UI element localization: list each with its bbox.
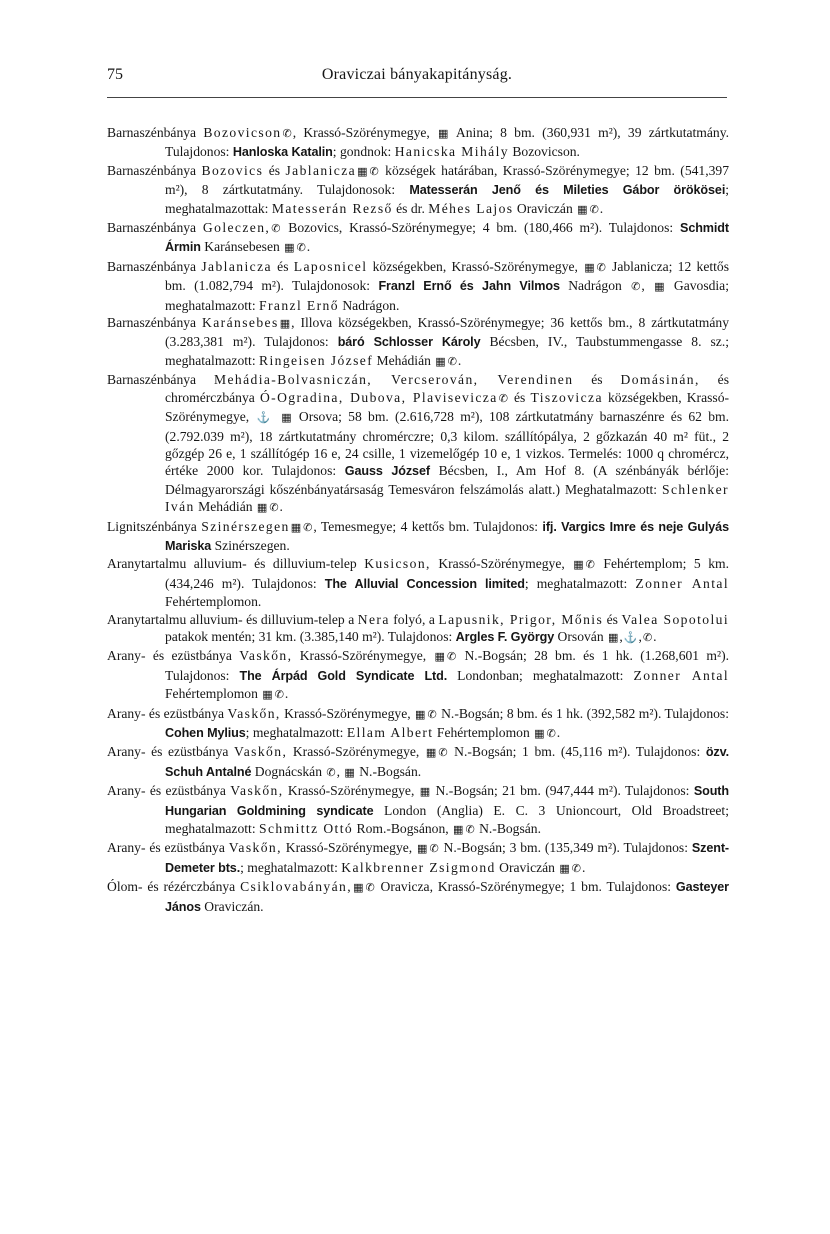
entry-text: Oraviczán — [495, 859, 559, 875]
entry-text: Arany- és ezüstbánya — [107, 648, 240, 664]
place-name: Ellam Albert — [346, 725, 434, 740]
entry-text: , — [336, 763, 344, 779]
directory-entry — [107, 314, 729, 371]
entry-text: Bozovics, Krassó-Szörénymegye; 4 bm. (180,466 m²). Tulajdonos: — [281, 220, 681, 236]
entry-text: Bozovicson. — [508, 144, 580, 160]
railway-station-icon: ▦ — [654, 281, 665, 294]
railway-station-icon: ▦ — [577, 203, 588, 216]
place-name: Zonner Antal — [635, 575, 729, 591]
entry-text: és dr. — [392, 200, 429, 216]
entry-text: N.-Bogsán; 28 bm. és 1 hk. (1.268,601 m²). Tulajdonos: — [165, 648, 729, 683]
owner-name: Cohen Mylius — [165, 726, 246, 740]
anchor-icon: ⚓ — [623, 631, 638, 644]
post-office-icon: ✆ — [465, 824, 475, 837]
post-office-icon: ✆ — [269, 502, 279, 515]
entry-text: Karánsebesen — [200, 239, 284, 255]
entry-text: . — [582, 859, 586, 875]
railway-station-icon: ▦ — [435, 355, 446, 368]
post-office-icon: ✆ — [642, 631, 653, 644]
place-name: Jablanicza — [285, 162, 357, 178]
railway-station-icon: ▦ — [353, 882, 364, 895]
entry-text: Krassó-Szörénymegye, — [281, 840, 417, 856]
entry-text: Szinérszegen. — [211, 537, 290, 553]
directory-entry — [107, 162, 729, 219]
entry-text: Fehértemplomon. — [165, 594, 262, 610]
owner-name: The Árpád Gold Syndicate Ltd. — [239, 668, 448, 683]
entry-text: Krassó-Szörénymegye, — [287, 744, 425, 760]
railway-station-icon: ▦ — [534, 728, 545, 740]
post-office-icon: ✆ — [365, 882, 375, 895]
place-name: Szinérszegen — [201, 518, 290, 534]
directory-entry — [107, 647, 729, 704]
entry-text: községekben, Krassó-Szörénymegye, — [367, 258, 584, 274]
railway-station-icon: ▦ — [284, 242, 295, 255]
entry-text: , Krassó-Szörénymegye, — [292, 125, 438, 140]
entry-text: Barnaszénbánya — [107, 220, 203, 236]
owner-name: Franzl Ernő és Jahn Vilmos — [378, 279, 560, 294]
place-name: Kalkbrenner Zsigmond — [341, 859, 496, 875]
entry-text: Barnaszénbánya — [107, 258, 202, 274]
place-name: Ó-Ogradina, Dubova, Plavisevicza — [259, 389, 498, 405]
owner-name: báró Schlosser Károly — [337, 335, 481, 350]
place-name: Franzl Ernő — [259, 297, 339, 313]
entry-text: , — [619, 628, 623, 644]
entry-text: , — [638, 628, 642, 644]
owner-name: Hanloska Katalin — [232, 145, 333, 160]
place-name: Méhes Lajos — [428, 200, 514, 216]
railway-station-icon: ▦ — [279, 318, 291, 331]
entry-text: Rom.-Bogsánon, — [353, 821, 453, 837]
entry-text: Ólom- és rézérczbánya — [107, 879, 241, 895]
entry-text: Anina; 8 bm. (360,931 m²), 39 zártkutatmány. Tulajdonos: — [165, 125, 730, 160]
owner-name: ifj. Vargics Imre és neje Gulyás Mariska — [165, 519, 729, 553]
entry-text: Krassó-Szörénymegye, — [280, 705, 415, 721]
entry-text: Bécsben, IV., Taubstummengasse 8. sz.; meghatalmazott: — [165, 334, 729, 368]
entry-text: községekben, Krassó-Szörénymegye, — [165, 389, 730, 425]
post-office-icon: ✆ — [585, 559, 595, 572]
railway-station-icon: ▦ — [357, 165, 368, 178]
entry-text: . — [653, 628, 657, 644]
railway-station-icon: ▦ — [290, 521, 302, 534]
entry-text: , — [641, 278, 654, 294]
directory-entry — [107, 124, 729, 162]
railway-station-icon: ▦ — [417, 843, 428, 856]
place-name: Vaskőn, — [227, 705, 281, 721]
running-title: Oraviczai bányakapitányság. — [321, 66, 513, 83]
entry-text: , Temesmegye; 4 kettős bm. Tulajdonos: — [313, 518, 543, 534]
entry-text: , Illova községekben, Krassó-Szörénymegye; 36 kettős bm., 8 zártkutatmány (3.283,381 m²). Tulajdonos: — [165, 315, 729, 350]
place-name: Nera — [357, 611, 390, 627]
place-name: Goleczen, — [202, 220, 271, 236]
post-office-icon: ✆ — [546, 728, 556, 740]
place-name: Mehádia-Bolvasniczán, Vercserován, Verendinen — [213, 372, 574, 388]
post-office-icon: ✆ — [271, 223, 281, 236]
entry-text: Londonban; meghatalmazott: — [447, 667, 634, 683]
entry-text: Mehádián — [194, 499, 256, 515]
post-office-icon: ✆ — [303, 521, 313, 534]
entry-text: Aranytartalmu alluvium- és dilluvium-telep — [107, 556, 365, 572]
entry-text: Nadrágon. — [338, 297, 400, 313]
entry-text: Krassó-Szörénymegye, — [430, 556, 573, 572]
post-office-icon: ✆ — [447, 355, 457, 368]
place-name: Domásinán, — [620, 372, 700, 388]
place-name: Zonner Antal — [633, 667, 730, 683]
entry-text: . — [284, 686, 289, 702]
entry-text: Krassó-Szörénymegye, — [283, 783, 419, 799]
railway-station-icon: ▦ — [608, 631, 619, 644]
railway-station-icon: ▦ — [438, 128, 449, 140]
post-office-icon: ✆ — [282, 128, 292, 140]
page-number: 75 — [107, 66, 123, 83]
railway-station-icon: ▦ — [573, 559, 584, 572]
anchor-icon: ⚓ — [256, 412, 273, 425]
entry-list — [107, 124, 729, 916]
place-name: Ringeisen József — [259, 352, 374, 368]
railway-station-icon: ▦ — [415, 708, 426, 721]
directory-entry — [107, 782, 729, 839]
entry-text: Barnaszénbánya — [107, 125, 204, 140]
directory-entry — [107, 555, 729, 610]
railway-station-icon: ▦ — [344, 766, 355, 779]
place-name: Tiszovicza — [530, 389, 603, 405]
railway-station-icon: ▦ — [584, 261, 595, 274]
entry-text: és — [271, 258, 294, 274]
entry-text: és — [603, 611, 622, 627]
entry-text: folyó, a — [389, 611, 439, 627]
railway-station-icon: ▦ — [419, 786, 431, 799]
entry-text: Orsova; 58 bm. (2.616,728 m²), 108 zártkutatmány barnaszénre és 62 bm. (2.792.039 m²), 18 zártkutatmány chromérczre; 0,3 kilom. szállítópálya, 2 gőzkazán 40 m² füt., 2 gőzgép 26 e, 1 szállítógép 16 e, 24 csille, 1 vizemelőgép 10 e, 1 vizkos. Termelés: 1000 q chromércz, értéke 2000 kor. Tulajdonos: — [165, 409, 729, 479]
railway-station-icon: ▦ — [425, 747, 437, 760]
entry-text: Jablanicza; 12 kettős bm. (1.082,794 m²). Tulajdonosok: — [165, 258, 729, 294]
post-office-icon: ✆ — [326, 766, 336, 779]
entry-text: községek határában, Krassó-Szörénymegye; 12 bm. (541,397 m²), 8 zártkutatmány. Tulajdonosok: — [165, 162, 729, 198]
post-office-icon: ✆ — [369, 165, 379, 178]
entry-text: ; meghatalmazott: — [240, 859, 342, 875]
place-name: Valea Sopotolui — [621, 611, 730, 627]
post-office-icon: ✆ — [427, 708, 437, 721]
entry-text: Arany- és ezüstbánya — [107, 705, 228, 721]
owner-name: Schmidt Ármin — [165, 221, 729, 255]
directory-entry — [107, 705, 729, 744]
entry-text: ; meghatalmazott: — [245, 725, 347, 740]
directory-entry — [107, 219, 729, 258]
entry-text: Oravicza, Krassó-Szörénymegye; 1 bm. Tulajdonos: — [375, 879, 676, 895]
entry-text: Barnaszénbánya — [107, 372, 214, 388]
directory-entry — [107, 371, 729, 517]
owner-name: Szent-Demeter bts. — [165, 841, 730, 875]
entry-text: Nadrágon — [559, 278, 631, 294]
post-office-icon: ✆ — [498, 392, 508, 405]
post-office-icon: ✆ — [596, 261, 606, 274]
entry-text: London (Anglia) E. C. 3 Unioncourt, Old Broadstreet; meghatalmazott: — [165, 802, 729, 837]
entry-text: és — [263, 162, 286, 178]
entry-text: Oraviczán. — [200, 898, 264, 914]
place-name: Schlenker Iván — [165, 481, 729, 515]
place-name: Schmittz Ottó — [259, 821, 354, 837]
railway-station-icon: ▦ — [256, 502, 268, 515]
place-name: Matesserán Rezső — [271, 200, 393, 216]
entry-text: ; gondnok: — [332, 144, 395, 160]
entry-text: . — [279, 499, 283, 515]
entry-text — [274, 409, 280, 424]
directory-entry — [107, 839, 729, 878]
entry-text: Aranytartalmu alluvium- és dilluvium-telep a — [107, 611, 358, 627]
entry-text: . — [556, 725, 561, 740]
railway-station-icon: ▦ — [453, 824, 464, 837]
entry-text: Fehértemplomon — [433, 725, 534, 740]
entry-text: . — [457, 352, 462, 368]
header-rule — [107, 97, 727, 98]
post-office-icon: ✆ — [296, 242, 306, 255]
place-name: Laposnicel — [293, 258, 368, 274]
directory-entry — [107, 611, 729, 648]
railway-station-icon: ▦ — [434, 651, 445, 664]
entry-text: és chromérczbánya — [165, 372, 730, 405]
place-name: Vaskőn, — [239, 648, 293, 664]
owner-name: Gauss József — [344, 464, 430, 479]
directory-entry — [107, 743, 729, 782]
directory-entry — [107, 258, 729, 314]
entry-text: N.-Bogsán; 8 bm. és 1 hk. (392,582 m²). Tulajdonos: — [437, 705, 729, 721]
place-name: Karánsebes — [202, 315, 279, 331]
entry-text: Oraviczán — [513, 200, 577, 216]
entry-text: . — [599, 200, 604, 216]
entry-text: Barnaszénbánya — [107, 162, 202, 178]
place-name: Vaskőn, — [228, 840, 282, 856]
owner-name: The Alluvial Concession limited — [324, 576, 525, 591]
entry-text: Dognácskán — [251, 763, 326, 779]
entry-text: Arany- és ezüstbánya — [107, 840, 229, 856]
post-office-icon: ✆ — [571, 862, 582, 875]
entry-text: N.-Bogsán. — [355, 763, 422, 779]
entry-text: Orsován — [554, 628, 608, 644]
place-name: Bozovics — [201, 162, 264, 178]
entry-text: patakok mentén; 31 km. (3.385,140 m²). Tulajdonos: — [165, 628, 456, 644]
entry-text: Barnaszénbánya — [107, 315, 203, 331]
entry-text: Fehértemplom; 5 km. (434,246 m²). Tulajdonos: — [165, 556, 729, 591]
post-office-icon: ✆ — [631, 281, 641, 294]
entry-text: Lignitszénbánya — [107, 518, 202, 534]
entry-text: N.-Bogsán; 1 bm. (45,116 m²). Tulajdonos: — [448, 744, 706, 760]
place-name: Lapusnik, Prigor, Mőnis — [438, 611, 604, 627]
directory-entry — [107, 518, 729, 556]
entry-text: . — [306, 239, 311, 255]
owner-name: Gasteyer János — [165, 880, 729, 914]
entry-text: Arany- és ezüstbánya — [107, 744, 235, 760]
entry-text: Fehértemplomon — [165, 686, 262, 702]
entry-text: és — [573, 372, 621, 388]
entry-text: N.-Bogsán; 21 bm. (947,444 m²). Tulajdonos: — [431, 783, 694, 799]
place-name: Csiklovabányán, — [240, 879, 353, 895]
entry-text: Gavosdia; meghatalmazott: — [165, 278, 729, 313]
post-office-icon: ✆ — [429, 843, 439, 856]
railway-station-icon: ▦ — [281, 412, 292, 425]
entry-text: és — [508, 389, 531, 405]
post-office-icon: ✆ — [589, 203, 599, 216]
post-office-icon: ✆ — [438, 747, 448, 760]
entry-text: Bécsben, I., Am Hof 8. (A szénbányák bérlője: Délmagyarországi kőszénbányatársaság Temesváron felszámolás alatt.) Meghatalmazott: — [165, 463, 729, 497]
railway-station-icon: ▦ — [262, 689, 273, 702]
owner-name: özv. Schuh Antalné — [165, 745, 729, 779]
owner-name: South Hungarian Goldmining syndicate — [165, 784, 729, 818]
place-name: Bozovicson — [203, 125, 282, 140]
entry-text: Arany- és ezüstbánya — [107, 783, 231, 799]
owner-name: Matesserán Jenő és Mileties Gábor örökösei — [409, 183, 726, 198]
entry-text: ; meghatalmazott: — [524, 575, 636, 591]
entry-text: N.-Bogsán. — [475, 821, 541, 837]
owner-name: Argles F. György — [455, 629, 555, 644]
entry-text: Krassó-Szörénymegye, — [292, 648, 434, 664]
place-name: Vaskőn, — [230, 783, 284, 799]
post-office-icon: ✆ — [274, 689, 284, 702]
directory-entry — [107, 878, 729, 916]
entry-text: Mehádián — [373, 352, 435, 368]
entry-text: N.-Bogsán; 3 bm. (135,349 m²). Tulajdonos: — [439, 840, 692, 856]
place-name: Vaskőn, — [234, 744, 288, 760]
railway-station-icon: ▦ — [559, 862, 570, 875]
page-header — [107, 66, 727, 90]
place-name: Kusicson, — [364, 556, 431, 572]
entry-text: ; meghatalmazottak: — [165, 182, 730, 216]
place-name: Jablanicza — [201, 258, 272, 274]
post-office-icon: ✆ — [446, 651, 457, 664]
place-name: Hanicska Mihály — [394, 144, 509, 160]
